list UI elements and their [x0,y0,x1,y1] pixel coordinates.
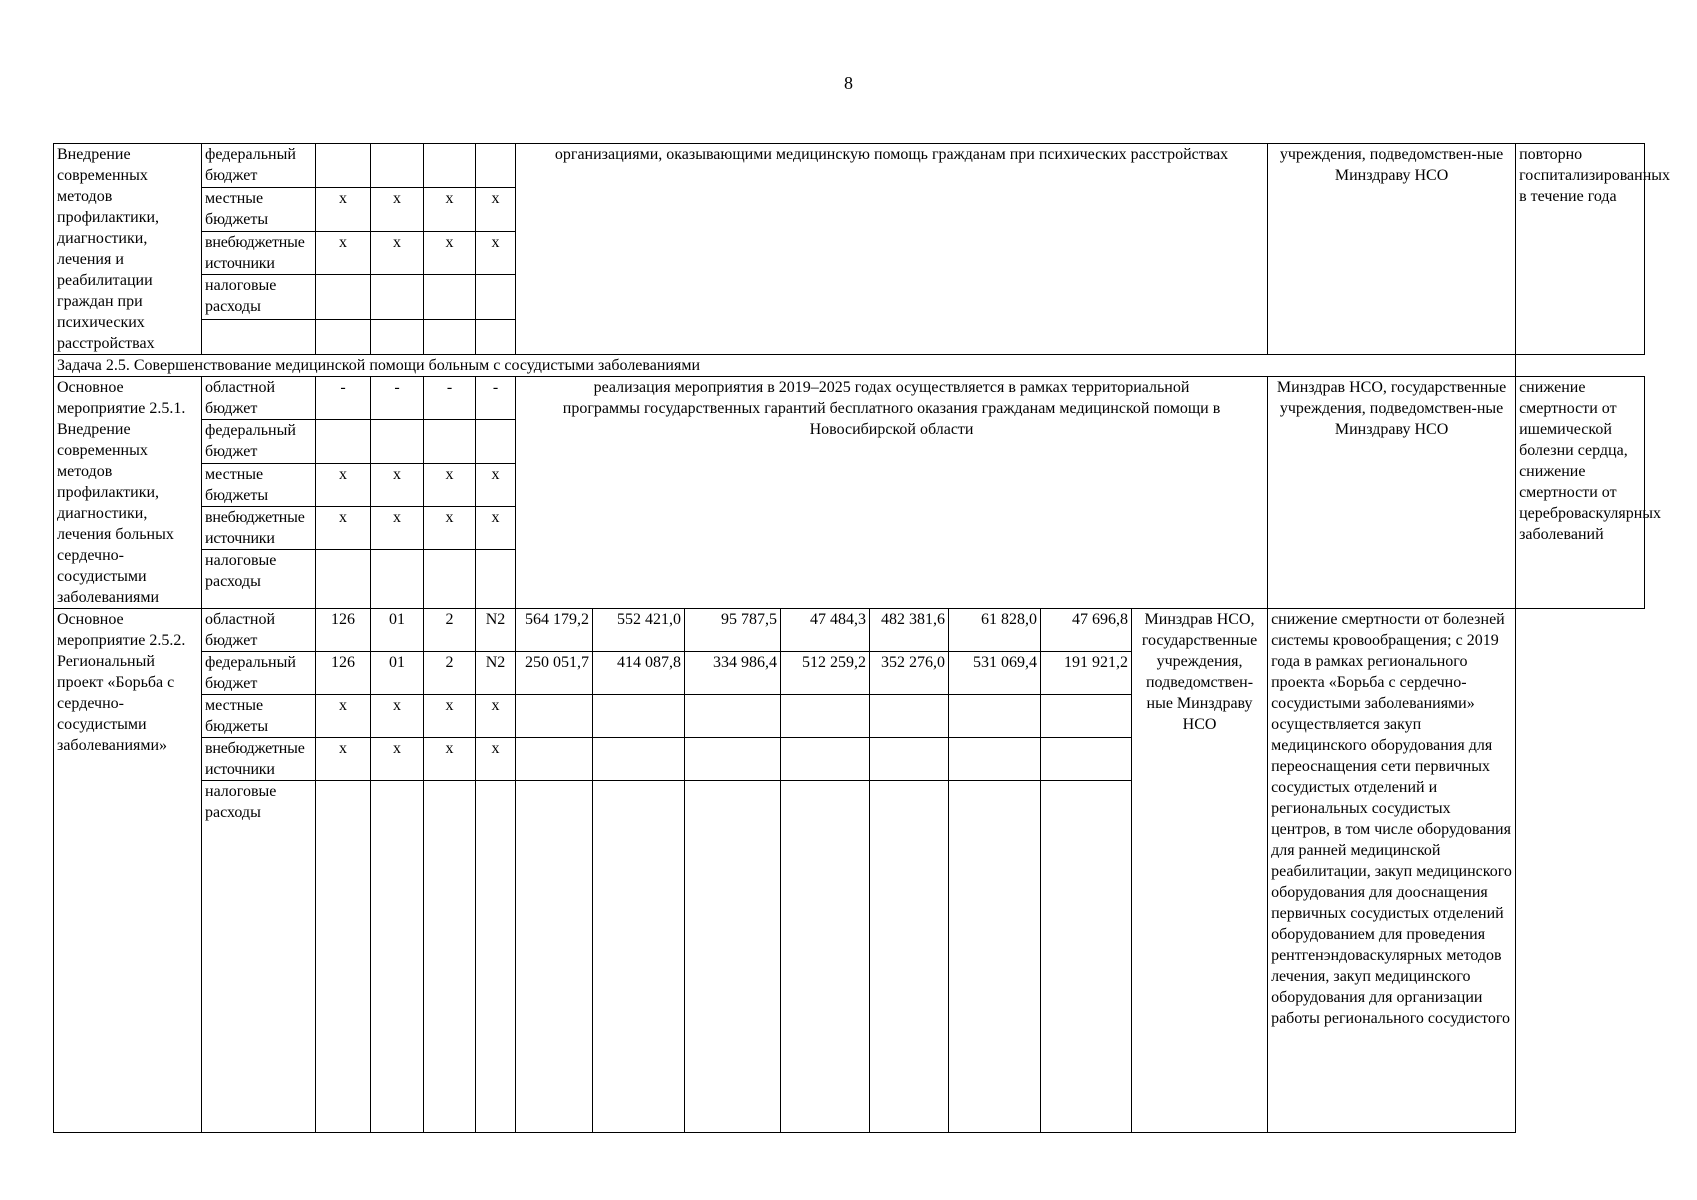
code-cell: 01 [371,652,424,695]
code-cell: 2 [424,652,476,695]
merged-note: реализация мероприятия в 2019–2025 годах осуществляется в рамках территориальной программы государственных гарантий бесплатного оказания гражданам медицинской помощи в Новосибирской области [516,377,1268,609]
amount-cell [685,738,781,781]
amount-cell: 334 986,4 [685,652,781,695]
amount-cell: 564 179,2 [516,609,593,652]
x-mark: x [316,695,371,738]
amount-cell [516,781,593,1133]
amount-cell [949,695,1041,738]
funding-source: местные бюджеты [202,463,316,506]
code-cell [371,420,424,463]
funding-source: областной бюджет [202,609,316,652]
code-cell [424,550,476,609]
x-mark: x [476,507,516,550]
x-mark: x [424,738,476,781]
code-cell: 2 [424,609,476,652]
x-mark: x [424,695,476,738]
table-row [54,144,1645,188]
amount-cell [1041,695,1132,738]
expected-result: снижение смертности от ишемической болезни сердца, снижение смертности от цереброваскулярных заболеваний [1516,377,1645,609]
amount-cell [949,738,1041,781]
amount-cell: 512 259,2 [781,652,870,695]
code-cell [371,144,424,188]
amount-cell: 552 421,0 [593,609,685,652]
amount-cell [781,738,870,781]
amount-cell [949,781,1041,1133]
code-cell: 126 [316,652,371,695]
amount-cell [870,781,949,1133]
measure-name: Внедрение современных методов профилактики, диагностики, лечения и реабилитации граждан при психических расстройствах [54,144,202,355]
amount-cell [1041,738,1132,781]
x-mark: x [476,231,516,275]
amount-cell [781,781,870,1133]
funding-source: внебюджетные источники [202,507,316,550]
x-mark: x [424,231,476,275]
funding-source: внебюджетные источники [202,738,316,781]
dash-mark: - [476,377,516,420]
task-row [54,355,1645,377]
code-cell [316,550,371,609]
executor: Минздрав НСО, государственные учреждения, подведомствен-ные Минздраву НСО [1268,377,1516,609]
amount-cell [1041,781,1132,1133]
amount-cell [593,781,685,1133]
code-cell [316,420,371,463]
x-mark: x [424,507,476,550]
funding-source: федеральный бюджет [202,420,316,463]
x-mark: x [476,187,516,231]
funding-source: внебюджетные источники [202,231,316,275]
table-row [54,377,1645,420]
x-mark: x [476,695,516,738]
amount-cell [685,695,781,738]
funding-source: федеральный бюджет [202,652,316,695]
dash-mark: - [424,377,476,420]
x-mark: x [316,231,371,275]
code-cell [424,320,476,355]
funding-source: местные бюджеты [202,187,316,231]
amount-cell: 482 381,6 [870,609,949,652]
amount-cell: 250 051,7 [516,652,593,695]
code-cell [424,275,476,320]
code-cell [316,275,371,320]
amount-cell: 95 787,5 [685,609,781,652]
amount-cell: 47 484,3 [781,609,870,652]
code-cell [316,144,371,188]
code-cell: N2 [476,609,516,652]
page-number: 8 [844,73,853,93]
x-mark: x [424,463,476,506]
program-table [53,143,1671,1133]
funding-source: налоговые расходы [202,550,316,609]
task-title: Задача 2.5. Совершенствование медицинской помощи больным с сосудистыми заболеваниями [54,355,1516,377]
funding-source: налоговые расходы [202,275,316,320]
amount-cell [593,738,685,781]
code-cell [371,550,424,609]
amount-cell [685,781,781,1133]
funding-source: местные бюджеты [202,695,316,738]
x-mark: x [371,738,424,781]
code-cell [371,275,424,320]
code-cell: 01 [371,609,424,652]
code-cell [371,781,424,1133]
code-cell [476,550,516,609]
funding-source [202,320,316,355]
x-mark: x [371,507,424,550]
code-cell: 126 [316,609,371,652]
amount-cell [593,695,685,738]
x-mark: x [316,187,371,231]
amount-cell: 47 696,8 [1041,609,1132,652]
code-cell [476,275,516,320]
code-cell [316,781,371,1133]
amount-cell [870,738,949,781]
x-mark: x [316,507,371,550]
code-cell: N2 [476,652,516,695]
executor: Минздрав НСО, государственные учреждения, подведомствен-ные Минздраву НСО [1132,609,1268,1133]
dash-mark: - [371,377,424,420]
amount-cell: 61 828,0 [949,609,1041,652]
amount-cell: 414 087,8 [593,652,685,695]
funding-source: областной бюджет [202,377,316,420]
x-mark: x [371,231,424,275]
funding-source: налоговые расходы [202,781,316,1133]
amount-cell: 191 921,2 [1041,652,1132,695]
merged-note: организациями, оказывающими медицинскую помощь гражданам при психических расстройствах [516,144,1268,355]
measure-name: Основное мероприятие 2.5.1. Внедрение современных методов профилактики, диагностики, лечения больных сердечно-сосудистыми заболеваниями [54,377,202,609]
table-row [54,609,1645,652]
x-mark: x [371,463,424,506]
code-cell [476,320,516,355]
amount-cell: 531 069,4 [949,652,1041,695]
x-mark: x [316,463,371,506]
code-cell [424,144,476,188]
x-mark: x [371,695,424,738]
x-mark: x [371,187,424,231]
code-cell [316,320,371,355]
code-cell [476,781,516,1133]
x-mark: x [476,463,516,506]
x-mark: x [316,738,371,781]
dash-mark: - [316,377,371,420]
executor: учреждения, подведомствен-ные Минздраву НСО [1268,144,1516,355]
amount-cell: 352 276,0 [870,652,949,695]
code-cell [424,781,476,1133]
amount-cell [516,695,593,738]
code-cell [424,420,476,463]
expected-result: снижение смертности от болезней системы кровообращения; с 2019 года в рамках регионального проекта «Борьба с сердечно-сосудистыми заболеваниями» осуществляется закуп медицинского оборудования для переоснащения сети первичных сосудистых отделений и региональных сосудистых центров, в том числе оборудования для ранней медицинской реабилитации, закуп медицинского оборудования для дооснащения первичных сосудистых отделений оборудованием для проведения рентгенэндоваскулярных методов лечения, закуп медицинского оборудования для организации работы регионального сосудистого [1268,609,1516,1133]
amount-cell [870,695,949,738]
amount-cell [781,695,870,738]
x-mark: x [424,187,476,231]
code-cell [476,420,516,463]
code-cell [371,320,424,355]
measure-name: Основное мероприятие 2.5.2. Региональный проект «Борьба с сердечно-сосудистыми заболеваниями» [54,609,202,1133]
expected-result: повторно госпитализированных в течение года [1516,144,1645,355]
amount-cell [516,738,593,781]
code-cell [476,144,516,188]
funding-source: федеральный бюджет [202,144,316,188]
x-mark: x [476,738,516,781]
